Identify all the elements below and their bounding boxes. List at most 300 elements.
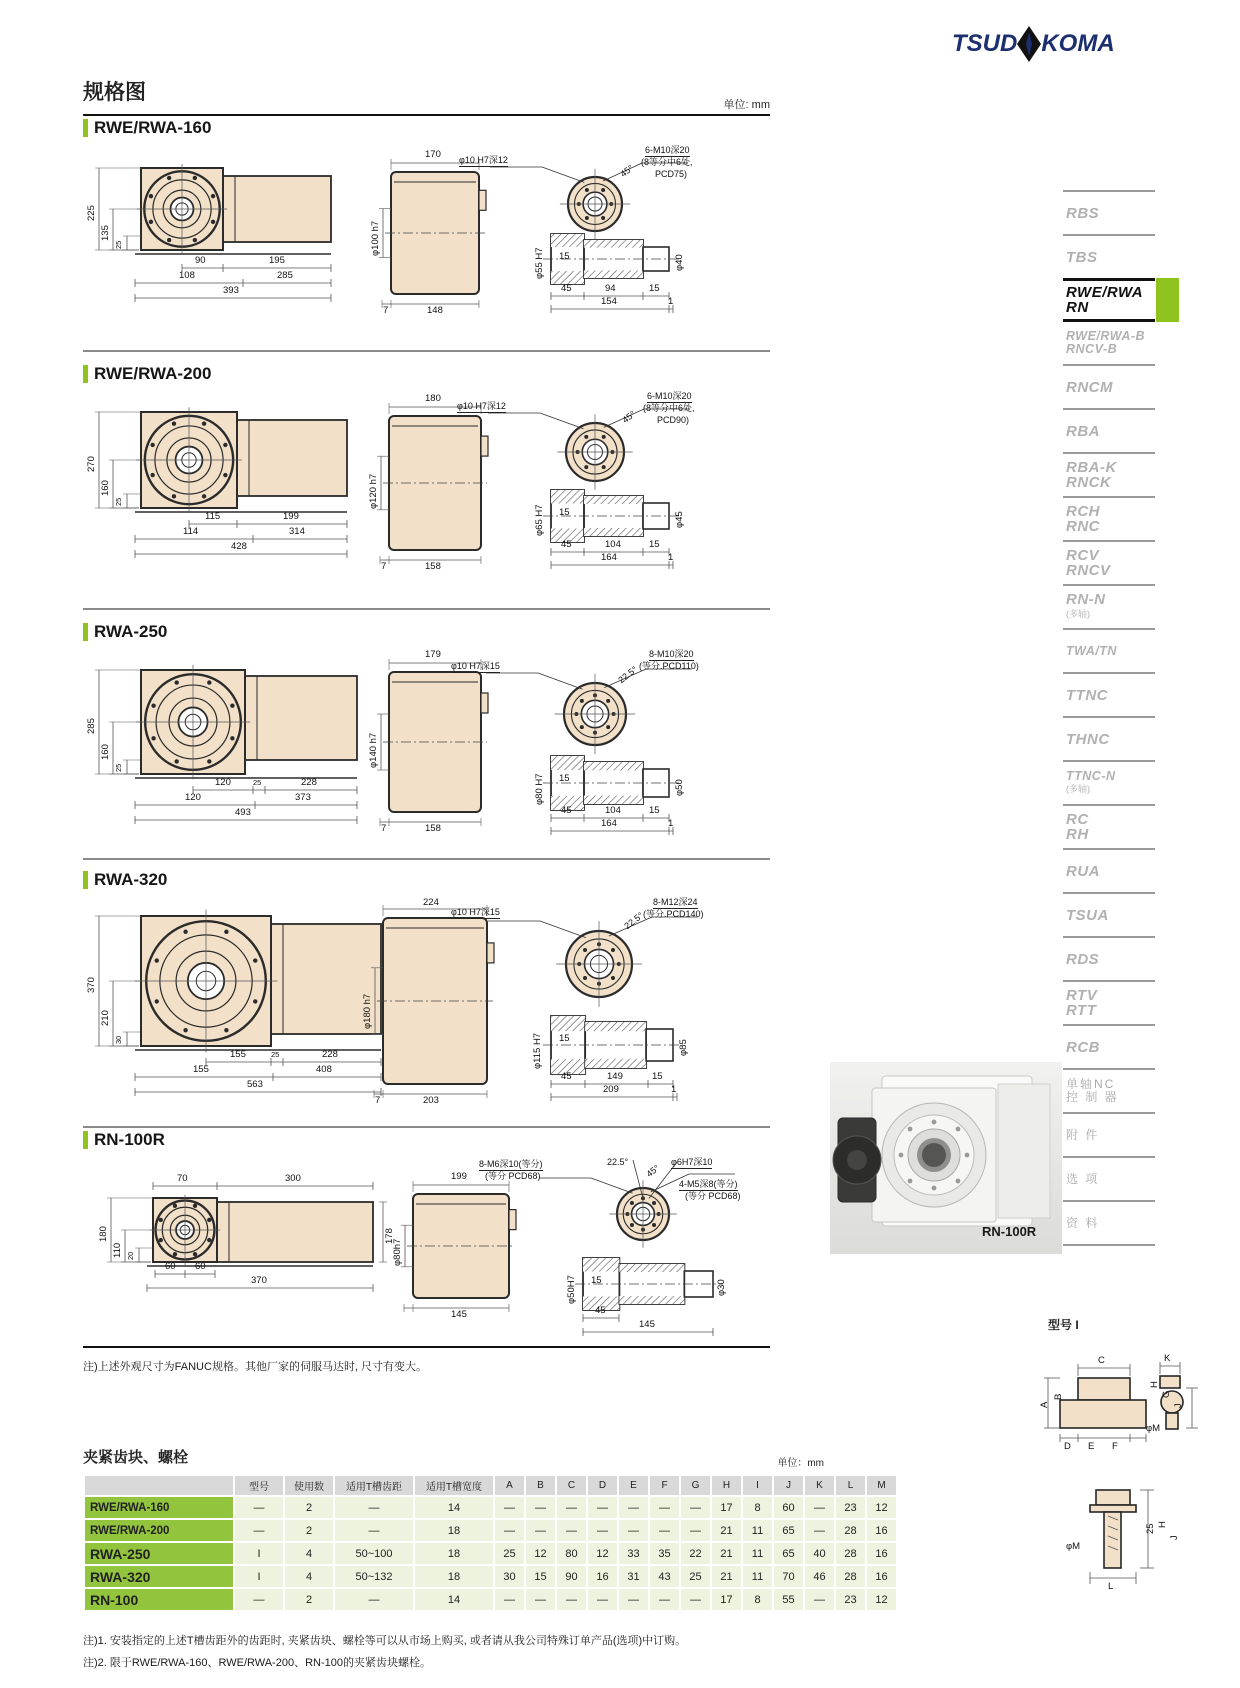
table-cell: —	[650, 1497, 679, 1518]
table-cell: —	[619, 1520, 648, 1541]
table-cell: 80	[557, 1543, 586, 1564]
dim-label: 370	[251, 1275, 267, 1286]
sidebar-item-cjk-23[interactable]	[1063, 1202, 1155, 1246]
dim-label: 15	[649, 539, 660, 550]
col-header: G	[681, 1476, 710, 1495]
col-header: A	[495, 1476, 524, 1495]
dim-label: 145	[639, 1319, 655, 1330]
dim-label: 149	[607, 1071, 623, 1082]
green-bar	[83, 119, 88, 137]
dim-label: 314	[289, 526, 305, 537]
dim-label: (等分 PCD68)	[485, 1171, 541, 1181]
dim-label: C	[1098, 1355, 1105, 1366]
section-divider	[83, 350, 770, 352]
table-cell: 12	[867, 1497, 896, 1518]
table-cell: 2	[285, 1497, 333, 1518]
dim-label: 210	[100, 1010, 111, 1026]
sidebar-item-rcb[interactable]	[1063, 1026, 1155, 1070]
table-cell: —	[681, 1520, 710, 1541]
col-header: J	[774, 1476, 803, 1495]
dim-label: 160	[100, 744, 111, 760]
table-cell: 16	[588, 1566, 617, 1587]
dim-label: 60	[195, 1261, 206, 1272]
dim-label: F	[1112, 1441, 1118, 1452]
sidebar-item-rncm[interactable]	[1063, 366, 1155, 410]
sidebar-item-cjk-21[interactable]	[1063, 1114, 1155, 1158]
dim-label: 15	[559, 1033, 570, 1044]
sidebar-item-rch[interactable]	[1063, 498, 1155, 542]
row-label: RWA-320	[85, 1566, 233, 1587]
table-cell: 55	[774, 1589, 803, 1610]
table-cell: 40	[805, 1543, 834, 1564]
col-header: M	[867, 1476, 896, 1495]
table-cell: 2	[285, 1520, 333, 1541]
table-cell: 65	[774, 1543, 803, 1564]
sidebar-item-cjk-22[interactable]	[1063, 1158, 1155, 1202]
sidebar-item-label: TTNC	[1066, 686, 1108, 704]
sidebar-item-label: RN-N	[1066, 591, 1106, 608]
dim-label: 164	[601, 552, 617, 563]
dim-label: 428	[231, 541, 247, 552]
dim-label: 70	[177, 1173, 188, 1184]
green-bar	[83, 365, 88, 383]
dim-label: 45	[561, 805, 572, 816]
dim-label: 25	[114, 497, 123, 506]
logo-diamond-icon	[1017, 26, 1041, 62]
sidebar-item-label: 控 制 器	[1066, 1090, 1119, 1104]
dim-label: (等分 PCD68)	[685, 1191, 741, 1201]
sidebar-item-label: 单轴NC	[1066, 1077, 1116, 1091]
dim-label: 25	[114, 763, 123, 772]
header-rule	[83, 114, 770, 116]
table-cell: 12	[867, 1589, 896, 1610]
table-cell: 8	[743, 1497, 772, 1518]
sidebar-item-label: THNC	[1066, 730, 1110, 748]
table-cell: 50~100	[335, 1543, 413, 1564]
table-cell: 11	[743, 1543, 772, 1564]
table-cell: 23	[836, 1589, 865, 1610]
dim-label: J	[1173, 1403, 1184, 1408]
dim-label: (等分.PCD140)	[643, 909, 704, 919]
dim-label: φ30	[716, 1279, 727, 1296]
dim-label: 15	[652, 1071, 663, 1082]
col-header: E	[619, 1476, 648, 1495]
sidebar-item-label: TWA/TN	[1066, 643, 1117, 658]
table-cell: —	[681, 1589, 710, 1610]
sidebar-item-label: TSUA	[1066, 906, 1109, 924]
dim-label: 8-M10深20	[649, 649, 694, 659]
table-cell: 4	[285, 1543, 333, 1564]
dim-label: 285	[277, 270, 293, 281]
dim-label: 45	[561, 283, 572, 294]
dim-label: φ55 H7	[534, 247, 545, 279]
dim-label: 90	[195, 255, 206, 266]
sidebar-item-label: RNCK	[1066, 474, 1112, 491]
row-label: RWA-250	[85, 1543, 233, 1564]
dim-label: 7	[375, 1095, 381, 1106]
table-cell: 12	[526, 1543, 555, 1564]
table-cell: 16	[867, 1543, 896, 1564]
technical-drawing	[83, 898, 770, 1120]
drawing-rn-100r	[83, 1158, 770, 1336]
dim-label: 7	[381, 561, 387, 572]
dim-label: φ10 H7深15	[451, 907, 500, 917]
dim-label: φ85	[678, 1039, 689, 1056]
dim-label: E	[1088, 1441, 1095, 1452]
dim-label: φ50	[674, 779, 685, 796]
dim-label: 114	[183, 526, 199, 537]
table-cell: —	[495, 1589, 524, 1610]
table-cell: —	[526, 1520, 555, 1541]
table-cell: 30	[495, 1566, 524, 1587]
table-cell: —	[335, 1589, 413, 1610]
bottom-rule	[83, 1346, 770, 1348]
page-title: 规格图	[83, 81, 146, 104]
sidebar-item-rn-n[interactable]	[1063, 586, 1155, 630]
sidebar-item-label: 选 项	[1066, 1171, 1100, 1186]
table-cell: 11	[743, 1520, 772, 1541]
table-cell: —	[805, 1589, 834, 1610]
sidebar-item-rwerwa-b[interactable]	[1063, 322, 1155, 366]
table-cell: —	[557, 1497, 586, 1518]
section-title-rwa-250: RWA-250	[83, 622, 167, 642]
table-cell: —	[588, 1520, 617, 1541]
drawing-rwa-320	[83, 898, 770, 1120]
table-row	[85, 1543, 896, 1564]
dim-label: φ40	[674, 254, 685, 271]
dim-label: 563	[247, 1079, 263, 1090]
dim-label: 6-M10深20	[647, 391, 692, 401]
dim-label: L	[1108, 1581, 1114, 1592]
clamp-spec-table	[83, 1474, 898, 1612]
dim-label: 160	[100, 480, 111, 496]
sidebar-item-label: RNC	[1066, 518, 1100, 535]
sidebar-item-label: 资 料	[1066, 1215, 1100, 1230]
dim-label: B	[1053, 1393, 1064, 1400]
dim-label: A	[1039, 1401, 1050, 1408]
dim-label: 1	[668, 552, 674, 563]
dim-label: φ50H7	[566, 1275, 577, 1304]
sidebar-item-label: TTNC-N	[1066, 769, 1116, 783]
dim-label: 170	[425, 149, 441, 160]
dim-label: 158	[425, 561, 441, 572]
table-cell: —	[619, 1589, 648, 1610]
dim-label: (8等分中6处,	[643, 403, 695, 413]
drawing-rwe-rwa-160	[83, 146, 770, 328]
dim-label: 285	[86, 718, 97, 734]
dim-label: φ65 H7	[534, 504, 545, 536]
sidebar-item-label: RUA	[1066, 862, 1100, 880]
tsudakoma-logo	[952, 26, 1115, 62]
dim-label: 15	[559, 251, 570, 262]
dim-label: 110	[112, 1242, 123, 1258]
dim-label: 94	[605, 283, 616, 294]
dim-label: PCD75)	[655, 169, 688, 179]
col-header: 使用数	[285, 1476, 333, 1495]
dim-label: 104	[605, 539, 621, 550]
sidebar-item-tsua[interactable]	[1063, 894, 1155, 938]
dim-label: 22.5°	[622, 910, 646, 932]
section-divider	[83, 608, 770, 610]
green-bar	[83, 871, 88, 889]
dim-label: 15	[649, 805, 660, 816]
sidebar-item-rc[interactable]	[1063, 806, 1155, 850]
green-bar	[83, 623, 88, 641]
table-cell: 35	[650, 1543, 679, 1564]
dim-label: φ45	[674, 511, 685, 528]
dim-label: 20	[126, 1251, 135, 1260]
dim-label: 15	[649, 283, 660, 294]
sidebar-item-note: (多轴)	[1066, 609, 1090, 619]
logo-text-left: TSUD	[952, 30, 1018, 57]
table-cell: 90	[557, 1566, 586, 1587]
table-cell: 18	[415, 1543, 493, 1564]
sidebar-item-tbs[interactable]	[1063, 236, 1155, 280]
dim-label: 45	[561, 1071, 572, 1082]
sidebar-item-label: 附 件	[1066, 1127, 1100, 1142]
table-cell: 28	[836, 1566, 865, 1587]
table-row	[85, 1589, 896, 1610]
sidebar-item-rua[interactable]	[1063, 850, 1155, 894]
table-cell: I	[235, 1566, 283, 1587]
dim-label: 120	[215, 777, 231, 788]
dim-label: 15	[591, 1275, 602, 1286]
section-title-rwe-rwa-200: RWE/RWA-200	[83, 364, 211, 384]
dim-label: φ80h7	[392, 1238, 403, 1266]
table-title: 夹紧齿块、螺栓	[83, 1449, 189, 1466]
dim-label: 4-M5深8(等分)	[679, 1179, 738, 1189]
table-cell: —	[235, 1520, 283, 1541]
dim-label: 120	[185, 792, 201, 803]
dim-label: 179	[425, 649, 441, 660]
table-cell: 25	[495, 1543, 524, 1564]
dim-label: 45	[561, 539, 572, 550]
table-cell: —	[235, 1497, 283, 1518]
table-cell: 28	[836, 1520, 865, 1541]
dim-label: 25	[271, 1050, 280, 1059]
row-label: RN-100	[85, 1589, 233, 1610]
dim-label: (8等分中6处,	[641, 157, 693, 167]
sidebar-item-rbs[interactable]	[1063, 192, 1155, 236]
sidebar-item-label: TBS	[1066, 248, 1098, 266]
sidebar-item-rds[interactable]	[1063, 938, 1155, 982]
sidebar-item-ttnc[interactable]	[1063, 674, 1155, 718]
sidebar-item-label: RCV	[1066, 547, 1100, 564]
dim-label: 225	[86, 205, 97, 221]
table-cell: 16	[867, 1520, 896, 1541]
dim-label: 148	[427, 305, 443, 316]
table-cell: —	[495, 1520, 524, 1541]
dim-label: 45°	[644, 1162, 662, 1180]
dim-label: 199	[451, 1171, 467, 1182]
dim-label: 203	[423, 1095, 439, 1106]
dim-label: 300	[285, 1173, 301, 1184]
table-cell: 14	[415, 1589, 493, 1610]
dim-label: φ115 H7	[532, 1032, 543, 1069]
table-cell: —	[557, 1520, 586, 1541]
table-cell: 2	[285, 1589, 333, 1610]
table-cell: —	[588, 1497, 617, 1518]
row-label: RWE/RWA-200	[85, 1520, 233, 1541]
table-cell: —	[557, 1589, 586, 1610]
dim-label: 135	[100, 225, 111, 241]
dim-label: 30	[114, 1035, 123, 1044]
sidebar-item-label: RH	[1066, 826, 1089, 843]
dim-label: 22.5°	[607, 1157, 629, 1167]
dim-label: 60	[165, 1261, 176, 1272]
table-cell: 25	[681, 1566, 710, 1587]
table-unit-label: 单位：mm	[777, 1458, 824, 1469]
dim-label: 15	[559, 507, 570, 518]
sidebar-item-label: RNCV	[1066, 562, 1111, 579]
table-row	[85, 1566, 896, 1587]
dim-label: φ10 H7深15	[451, 661, 500, 671]
sidebar-item-nc[interactable]	[1063, 1070, 1155, 1114]
sidebar-item-rba[interactable]	[1063, 410, 1155, 454]
sidebar-item-label: RWE/RWA	[1066, 284, 1144, 301]
dim-label: 373	[295, 792, 311, 803]
col-header: I	[743, 1476, 772, 1495]
sidebar-item-rcv[interactable]	[1063, 542, 1155, 586]
dim-label: 15	[559, 773, 570, 784]
sidebar-item-label: RNCM	[1066, 378, 1113, 396]
table-cell: —	[235, 1589, 283, 1610]
table-cell: 17	[712, 1589, 741, 1610]
dim-label: (等分.PCD110)	[639, 661, 699, 671]
dim-label: 154	[601, 296, 617, 307]
dim-label: 199	[283, 511, 299, 522]
dim-label: G	[1161, 1390, 1172, 1398]
table-cell: 16	[867, 1566, 896, 1587]
col-header: 适用T槽齿距	[335, 1476, 413, 1495]
table-cell: —	[526, 1589, 555, 1610]
table-cell: —	[588, 1589, 617, 1610]
table-cell: 23	[836, 1497, 865, 1518]
dim-label: φ10 H7深12	[459, 155, 508, 165]
dim-label: 104	[605, 805, 621, 816]
dim-label: φ80 H7	[534, 773, 545, 805]
table-cell: —	[526, 1497, 555, 1518]
col-header	[85, 1476, 233, 1495]
dim-label: 370	[86, 977, 97, 993]
dim-label: 180	[98, 1226, 109, 1242]
dim-label: 493	[235, 807, 251, 818]
dim-label: 393	[223, 285, 239, 296]
sidebar-item-label: RNCV-B	[1066, 342, 1118, 356]
sidebar-item-label: RBA-K	[1066, 459, 1117, 476]
dim-label: 108	[179, 270, 195, 281]
table-cell: I	[235, 1543, 283, 1564]
sidebar-item-label: RCB	[1066, 1038, 1100, 1056]
sidebar-item-label: RBS	[1066, 204, 1100, 222]
dim-label: 224	[423, 897, 439, 908]
technical-drawing	[83, 1158, 770, 1336]
col-header: B	[526, 1476, 555, 1495]
sidebar-item-note: (多轴)	[1066, 784, 1090, 794]
table-cell: 31	[619, 1566, 648, 1587]
dim-label: 228	[301, 777, 317, 788]
table-note-2: 注)2. 限于RWE/RWA-160、RWE/RWA-200、RN-100的夹紧齿块螺栓。	[83, 1657, 431, 1669]
sidebar-item-label: RCH	[1066, 503, 1100, 520]
technical-drawing	[83, 650, 770, 850]
table-row	[85, 1520, 896, 1541]
col-header: D	[588, 1476, 617, 1495]
dim-label: 45°	[620, 408, 638, 426]
table-cell: —	[650, 1520, 679, 1541]
sidebar-index	[1063, 190, 1155, 1246]
table-cell: —	[495, 1497, 524, 1518]
table-cell: 15	[526, 1566, 555, 1587]
dim-label: 178	[384, 1228, 395, 1244]
table-cell: —	[619, 1497, 648, 1518]
table-cell: —	[805, 1520, 834, 1541]
dim-label: φ140 h7	[368, 732, 379, 768]
model-diagram	[1040, 1340, 1220, 1640]
table-cell: —	[681, 1497, 710, 1518]
col-header: 适用T槽宽度	[415, 1476, 493, 1495]
sidebar-item-rtv[interactable]	[1063, 982, 1155, 1026]
table-cell: 4	[285, 1566, 333, 1587]
dim-label: K	[1164, 1353, 1171, 1364]
sidebar-item-rwerwa[interactable]	[1063, 278, 1155, 322]
sidebar-item-rba-k[interactable]	[1063, 454, 1155, 498]
dim-label: 155	[193, 1064, 209, 1075]
green-bar	[83, 1131, 88, 1149]
dim-label: 25	[1145, 1523, 1156, 1534]
table-cell: 28	[836, 1543, 865, 1564]
table-cell: 18	[415, 1566, 493, 1587]
table-note-1: 注)1. 安装指定的上述T槽齿距外的齿距时, 夹紧齿块、螺栓等可以从市场上购买, 或者请从我公司特殊订单产品(选项)中订购。	[83, 1635, 687, 1647]
dim-label: 7	[383, 305, 389, 316]
col-header: F	[650, 1476, 679, 1495]
dim-label: 1	[668, 296, 674, 307]
col-header: C	[557, 1476, 586, 1495]
dim-label: 25	[114, 240, 123, 249]
col-header: L	[836, 1476, 865, 1495]
table-cell: 8	[743, 1589, 772, 1610]
dim-label: J	[1169, 1535, 1180, 1540]
dim-label: 6-M10深20	[645, 145, 690, 155]
table-cell: 43	[650, 1566, 679, 1587]
dim-label: 155	[230, 1049, 246, 1060]
col-header: 型号	[235, 1476, 283, 1495]
dim-label: 7	[381, 823, 387, 834]
sidebar-item-thnc[interactable]	[1063, 718, 1155, 762]
section-divider	[83, 1126, 770, 1128]
row-label: RWE/RWA-160	[85, 1497, 233, 1518]
section-title-rn-100r: RN-100R	[83, 1130, 165, 1150]
dim-label: φ180 h7	[362, 993, 373, 1029]
photo-caption: RN-100R	[982, 1224, 1037, 1239]
dim-label: 158	[425, 823, 441, 834]
dim-label: 8-M12深24	[653, 897, 698, 907]
table-cell: —	[335, 1520, 413, 1541]
dim-label: 180	[425, 393, 441, 404]
sidebar-item-ttnc-n[interactable]	[1063, 762, 1155, 806]
dim-label: 45°	[618, 162, 636, 180]
section-divider	[83, 858, 770, 860]
table-cell: —	[805, 1497, 834, 1518]
dim-label: 164	[601, 818, 617, 829]
dim-label: 8-M6深10(等分)	[479, 1159, 543, 1169]
sidebar-item-label: RN	[1066, 299, 1089, 316]
table-cell: 21	[712, 1543, 741, 1564]
sidebar-item-twatn[interactable]	[1063, 630, 1155, 674]
table-cell: 12	[588, 1543, 617, 1564]
dim-label: φ100 h7	[370, 220, 381, 256]
logo-text-right: KOMA	[1041, 30, 1115, 57]
dim-label: φ6H7深10	[671, 1157, 713, 1167]
